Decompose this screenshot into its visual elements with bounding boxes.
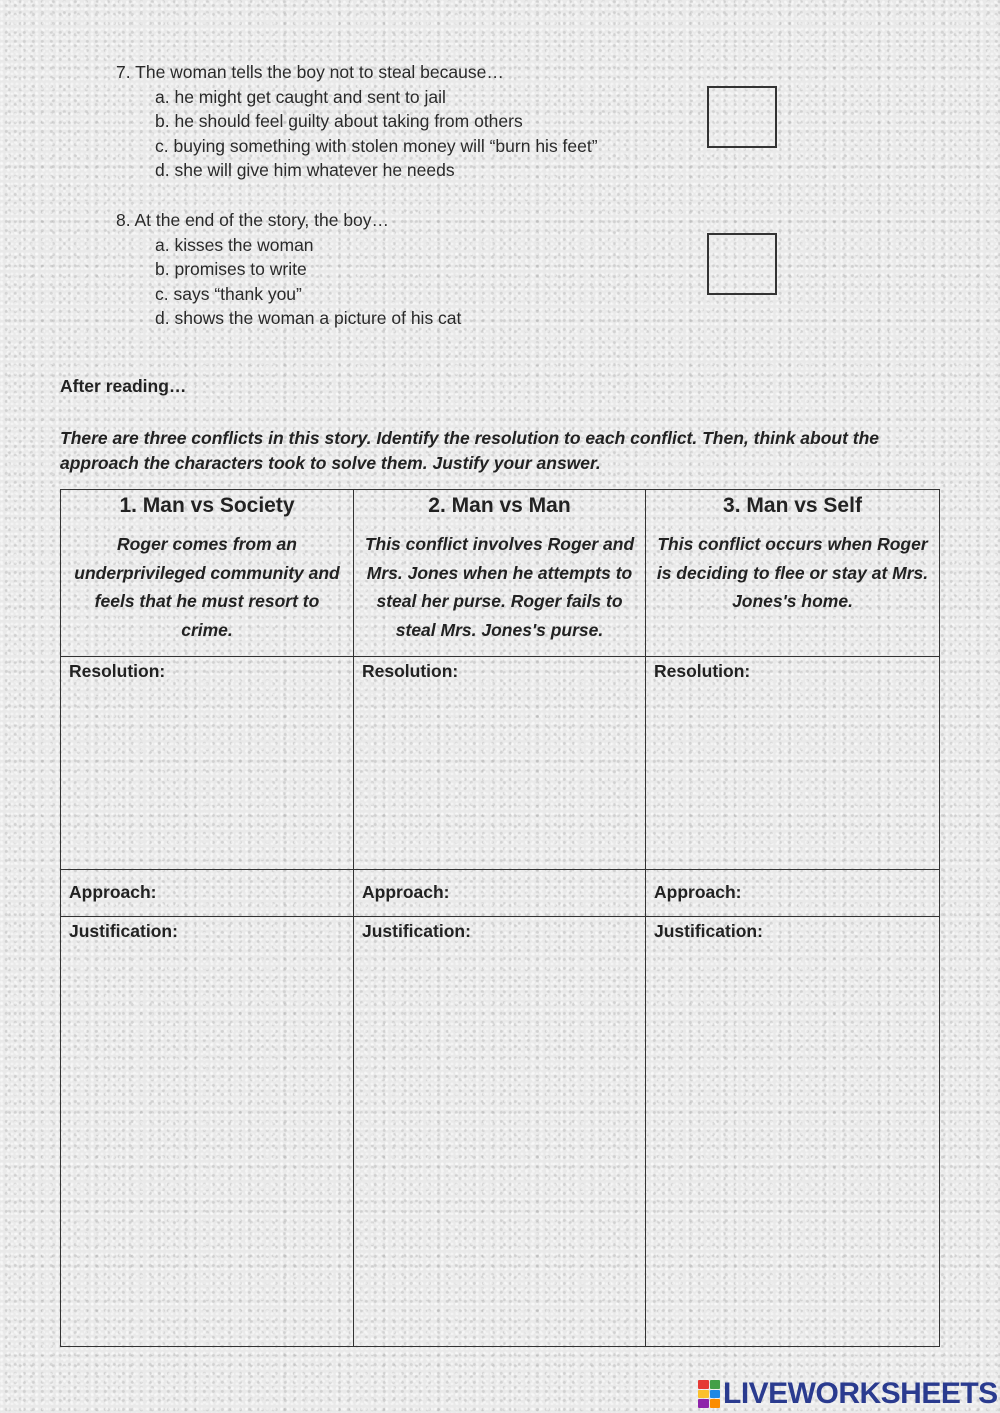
question-7-option-d: d. she will give him whatever he needs	[155, 160, 455, 180]
conflict-header-2	[354, 490, 646, 657]
justification-cell-2	[354, 917, 646, 1347]
question-7-option-c: c. buying something with stolen money will “burn his feet”	[155, 135, 598, 156]
conflict-title: 3. Man vs Self	[723, 494, 862, 517]
approach-input-1[interactable]	[157, 870, 354, 914]
conflict-instructions: There are three conflicts in this story. Identify the resolution to each conflict. Then, think about the approach the characters took to solve them. Justify your answer.	[60, 428, 880, 473]
logo-mark-block	[710, 1380, 721, 1389]
question-7	[116, 60, 598, 183]
question-7-option-a: a. he might get caught and sent to jail	[155, 86, 446, 107]
logo-mark-block	[698, 1390, 709, 1399]
conflict-header-row	[61, 490, 940, 657]
resolution-label: Resolution:	[654, 661, 751, 681]
approach-input-2[interactable]	[450, 870, 646, 914]
resolution-cell-3	[646, 657, 940, 870]
question-8-option-a: a. kisses the woman	[155, 234, 314, 255]
question-8-stem: 8. At the end of the story, the boy…	[116, 210, 390, 230]
justification-label: Justification:	[362, 921, 471, 941]
justification-cell-3	[646, 917, 940, 1347]
justification-row	[61, 917, 940, 1347]
logo-mark-block	[698, 1399, 709, 1408]
question-7-answer-box[interactable]	[707, 86, 777, 148]
justification-input-3[interactable]	[646, 942, 939, 1346]
logo-mark-icon	[698, 1380, 720, 1408]
after-reading-heading: After reading…	[60, 376, 187, 396]
approach-cell-3	[646, 870, 940, 917]
resolution-label: Resolution:	[69, 661, 166, 681]
approach-label: Approach:	[654, 882, 742, 902]
logo-mark-block	[710, 1399, 721, 1408]
question-8-option-b: b. promises to write	[155, 259, 307, 279]
resolution-row	[61, 657, 940, 870]
approach-cell-2	[354, 870, 646, 917]
conflict-header-3	[646, 490, 940, 657]
resolution-input-1[interactable]	[61, 682, 353, 869]
logo-text: LIVEWORKSHEETS	[723, 1377, 998, 1410]
justification-label: Justification:	[69, 921, 178, 941]
conflict-table	[60, 489, 940, 1347]
logo-mark-block	[710, 1390, 721, 1399]
approach-label: Approach:	[69, 882, 157, 902]
resolution-input-2[interactable]	[354, 682, 645, 869]
resolution-label: Resolution:	[362, 661, 459, 681]
resolution-input-3[interactable]	[646, 682, 939, 869]
conflict-title: 1. Man vs Society	[119, 494, 295, 517]
question-8-option-d: d. shows the woman a picture of his cat	[155, 308, 462, 328]
approach-input-3[interactable]	[742, 870, 940, 914]
conflict-header-1	[61, 490, 354, 657]
justification-cell-1	[61, 917, 354, 1347]
conflict-description: This conflict occurs when Roger is deciding to flee or stay at Mrs. Jones's home.	[656, 534, 929, 611]
question-8	[116, 208, 461, 331]
conflict-title: 2. Man vs Man	[428, 494, 571, 517]
approach-label: Approach:	[362, 882, 450, 902]
conflict-description: Roger comes from an underprivileged community and feels that he must resort to crime.	[74, 534, 340, 640]
conflict-description: This conflict involves Roger and Mrs. Jones when he attempts to steal her purse. Roger fails to steal Mrs. Jones's purse.	[364, 534, 635, 640]
liveworksheets-logo	[698, 1377, 998, 1411]
approach-cell-1	[61, 870, 354, 917]
approach-row	[61, 870, 940, 917]
justification-input-1[interactable]	[61, 942, 353, 1346]
justification-input-2[interactable]	[354, 942, 645, 1346]
question-8-option-c: c. says “thank you”	[155, 283, 302, 304]
justification-label: Justification:	[654, 921, 763, 941]
question-8-answer-box[interactable]	[707, 233, 777, 295]
question-7-stem: 7. The woman tells the boy not to steal because…	[116, 62, 504, 82]
logo-mark-block	[698, 1380, 709, 1389]
resolution-cell-2	[354, 657, 646, 870]
resolution-cell-1	[61, 657, 354, 870]
question-7-option-b: b. he should feel guilty about taking from others	[155, 111, 523, 131]
